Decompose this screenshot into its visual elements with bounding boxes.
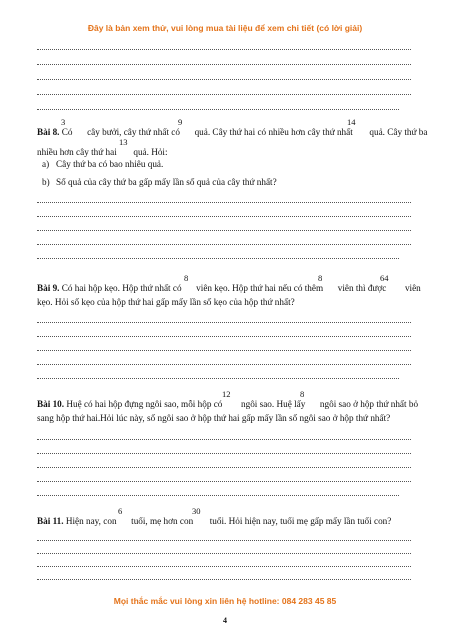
number-value: 30 — [192, 506, 201, 516]
hotline-notice: Mọi thắc mắc vui lòng xin liên hệ hotline: 084 283 45 85 — [113, 596, 337, 606]
text: Có — [61, 127, 73, 137]
item-label: a) — [42, 159, 50, 169]
answer-line — [37, 78, 411, 80]
number-value: 3 — [61, 117, 66, 127]
text: tuổi, mẹ hơn con — [131, 516, 194, 526]
problem-10-line-1 — [37, 399, 418, 409]
answer-line — [37, 229, 411, 231]
problem-label: Bài 11. — [37, 516, 64, 526]
answer-line — [37, 480, 411, 482]
text: tuổi. Hỏi hiện nay, tuổi mẹ gấp mấy lần tuổi con? — [209, 516, 392, 526]
text: viên kẹo. Hộp thứ hai nếu có thêm — [196, 283, 324, 293]
problem-10-line-2: sang hộp thứ hai.Hỏi lúc này, số ngôi sao ở hộp thứ hai gấp mấy lần số ngôi sao ở hộp thứ nhất? — [37, 413, 391, 423]
answer-line — [37, 63, 411, 65]
number-value: 9 — [178, 117, 183, 127]
text: Hiện nay, con — [65, 516, 117, 526]
number-value: 8 — [300, 389, 305, 399]
answer-line — [37, 552, 411, 554]
number-value: 13 — [119, 137, 128, 147]
answer-line — [37, 243, 411, 245]
answer-line — [37, 494, 399, 496]
preview-notice: Đây là bản xem thử, vui lòng mua tài liệu để xem chi tiết (có lời giải) — [87, 23, 363, 33]
text: viên — [404, 283, 421, 293]
answer-line — [37, 321, 411, 323]
number-value: 8 — [184, 273, 189, 283]
answer-line — [37, 539, 411, 541]
problem-11-line-1 — [37, 516, 391, 526]
text: ngôi sao. Huệ lấy — [241, 399, 306, 409]
answer-line — [37, 452, 411, 454]
answer-line — [37, 257, 399, 259]
text: viên thì được — [337, 283, 387, 293]
text: Huệ có hai hộp đựng ngôi sao, mỗi hộp có — [66, 399, 223, 409]
number-value: 14 — [347, 117, 356, 127]
problem-9-line-1 — [37, 283, 421, 293]
number-value: 12 — [222, 389, 231, 399]
text: cây bưởi, cây thứ nhất có — [87, 127, 180, 137]
answer-line — [37, 377, 399, 379]
answer-line — [37, 363, 411, 365]
number-value: 6 — [118, 506, 123, 516]
answer-line — [37, 438, 411, 440]
number-value: 64 — [380, 273, 389, 283]
problem-label: Bài 9. — [37, 283, 60, 293]
question-b: Số quả của cây thứ ba gấp mấy lần số quả của cây thứ nhất? — [56, 177, 277, 187]
answer-line — [37, 48, 411, 50]
answer-line — [37, 108, 399, 110]
answer-line — [37, 578, 411, 580]
page-number: 4 — [223, 616, 227, 625]
answer-line — [37, 349, 411, 351]
problem-8-line-2 — [37, 147, 168, 157]
problem-9-line-2: kẹo. Hỏi số kẹo của hộp thứ hai gấp mấy lần số kẹo của hộp thứ nhất? — [37, 297, 295, 307]
answer-line — [37, 335, 411, 337]
answer-line — [37, 93, 411, 95]
problem-label: Bài 8. — [37, 127, 60, 137]
text: quả. Cây thứ hai có nhiều hơn cây thứ nhất — [194, 127, 353, 137]
text: ngôi sao ở hộp thứ nhất bỏ — [319, 399, 419, 409]
answer-line — [37, 466, 411, 468]
problem-8-line-1 — [37, 127, 427, 137]
answer-line — [37, 565, 411, 567]
item-label: b) — [42, 177, 50, 187]
text: nhiều hơn cây thứ hai — [37, 147, 117, 157]
number-value: 8 — [318, 273, 323, 283]
question-a: Cây thứ ba có bao nhiêu quả. — [56, 159, 164, 169]
answer-line — [37, 215, 411, 217]
answer-line — [37, 201, 411, 203]
problem-label: Bài 10. — [37, 399, 65, 409]
text: quả. Hỏi: — [133, 147, 168, 157]
text: quả. Cây thứ ba — [369, 127, 428, 137]
text: Có hai hộp kẹo. Hộp thứ nhất có — [61, 283, 182, 293]
